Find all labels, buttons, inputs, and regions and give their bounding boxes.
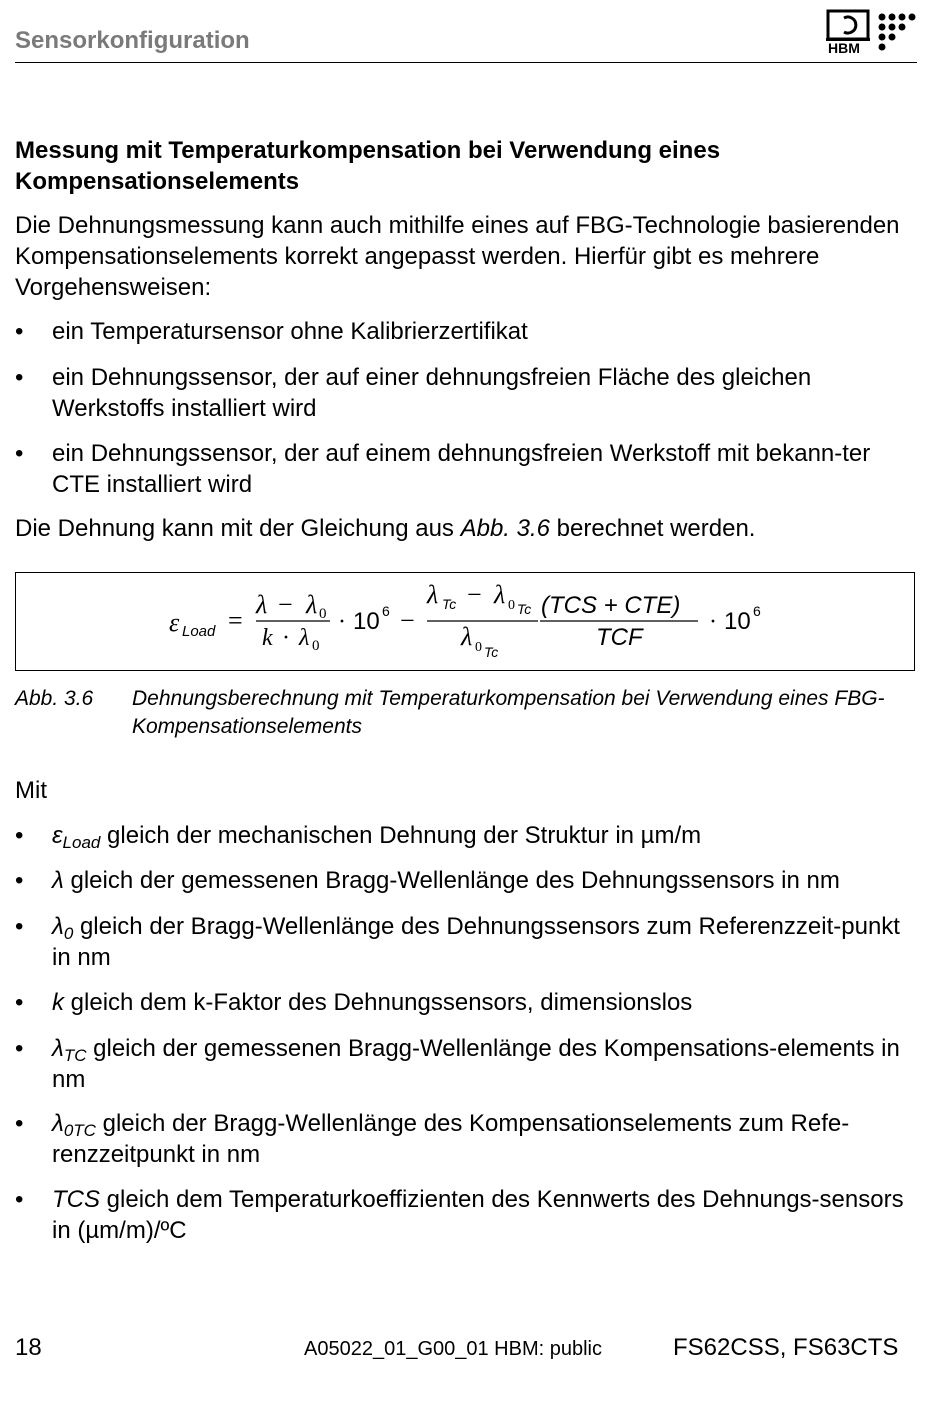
- figure-caption-text: Dehnungsberechnung mit Temperaturkompensation bei Verwendung eines FBG-Kompensationselements: [132, 687, 885, 738]
- formula-ten: 10: [353, 608, 380, 635]
- formula-dot: ·: [282, 625, 290, 651]
- formula-lambda: λ: [299, 625, 310, 651]
- variable-symbol: ε: [52, 822, 63, 849]
- equation-reference: [15, 513, 915, 544]
- formula-minus: −: [278, 590, 293, 619]
- formula-zero-sub: 0: [475, 640, 482, 655]
- variable-symbol: λ: [52, 1035, 64, 1062]
- formula-tcf: TCF: [596, 624, 643, 651]
- formula-dot: ·: [709, 609, 717, 635]
- bullet-icon: •: [15, 440, 24, 467]
- formula-lambda: λ: [461, 622, 473, 651]
- bullet-icon: •: [15, 822, 24, 849]
- variable-symbol: k: [52, 989, 64, 1016]
- variables-intro: Mit: [15, 777, 47, 804]
- bullet-icon: •: [15, 318, 24, 345]
- variable-symbol: TCS: [52, 1186, 100, 1213]
- bullet-icon: •: [15, 1035, 24, 1062]
- variable-description: gleich dem Temperaturkoeffizienten des Kennwerts des Dehnungs-sensors in (µm/m)/ºC: [52, 1186, 904, 1244]
- formula-epsilon: ε: [169, 608, 180, 637]
- product-name: FS62CSS, FS63CTS: [673, 1334, 899, 1361]
- variable-subscript: 0: [63, 924, 74, 943]
- method-text: ein Dehnungssensor, der auf einem dehnungsfreien Werkstoff mit bekann-ter CTE installiert wird: [52, 440, 871, 498]
- bullet-icon: •: [15, 364, 24, 391]
- formula-zero-sub: 0: [312, 638, 320, 654]
- variable-symbol: λ: [52, 867, 64, 894]
- bullet-icon: •: [15, 989, 24, 1016]
- formula-equals: =: [228, 606, 243, 635]
- variable-description: gleich der Bragg-Wellenlänge des Dehnungssensors zum Referenzzeit-punkt in nm: [52, 913, 900, 971]
- formula-dot: ·: [338, 609, 346, 635]
- figure-reference-link[interactable]: Abb. 3.6: [460, 515, 550, 542]
- formula-tc-sub: Tc: [442, 596, 457, 612]
- header-divider: [15, 62, 917, 63]
- bullet-icon: •: [15, 913, 24, 940]
- hbm-logo: [826, 8, 922, 54]
- variable-subscript: 0TC: [63, 1121, 96, 1140]
- formula-ten: 10: [724, 608, 751, 635]
- formula-lambda: λ: [494, 580, 506, 609]
- formula-exp-six: 6: [382, 603, 390, 619]
- strain-formula: [16, 573, 916, 672]
- formula-zero-sub: 0: [508, 598, 515, 613]
- formula-lambda: λ: [306, 590, 318, 619]
- formula-box: [15, 572, 915, 671]
- formula-tc-sub: Tc: [517, 601, 532, 617]
- intro-paragraph: Die Dehnungsmessung kann auch mithilfe eines auf FBG-Technologie basierenden Kompensationselements korrekt angepasst werden. Hierfür gibt es mehrere Vorgehensweisen:: [15, 212, 900, 301]
- variable-description: gleich der mechanischen Dehnung der Struktur in µm/m: [100, 822, 702, 849]
- variable-symbol: λ: [52, 913, 64, 940]
- equation-ref-text-end: berechnet werden.: [550, 515, 756, 542]
- formula-k: k: [262, 625, 273, 651]
- formula-tc-sub: Tc: [484, 644, 499, 660]
- figure-label: Abb. 3.6: [15, 687, 94, 710]
- equation-ref-text: Die Dehnung kann mit der Gleichung aus: [15, 515, 461, 542]
- logo-text: HBM: [828, 40, 860, 54]
- variable-description: gleich der Bragg-Wellenlänge des Kompensationselements zum Refe-renzzeitpunkt in nm: [52, 1110, 850, 1168]
- formula-minus: −: [467, 580, 482, 609]
- bullet-icon: •: [15, 1186, 24, 1213]
- bullet-icon: •: [15, 1110, 24, 1137]
- method-text: ein Temperatursensor ohne Kalibrierzertifikat: [52, 318, 528, 345]
- document-id: A05022_01_G00_01 HBM: public: [304, 1338, 602, 1360]
- formula-lambda: λ: [427, 580, 439, 609]
- formula-lambda: λ: [256, 590, 268, 619]
- page-header-title: Sensorkonfiguration: [15, 27, 250, 54]
- formula-minus: −: [400, 606, 415, 635]
- variable-description: gleich der gemessenen Bragg-Wellenlänge des Dehnungssensors in nm: [63, 867, 840, 894]
- formula-zero-sub: 0: [319, 606, 327, 622]
- formula-exp-six: 6: [753, 603, 761, 619]
- method-text: ein Dehnungssensor, der auf einer dehnungsfreien Fläche des gleichen Werkstoffs installiert wird: [52, 364, 812, 422]
- variable-symbol: λ: [52, 1110, 64, 1137]
- formula-load-sub: Load: [182, 623, 216, 640]
- variable-subscript: TC: [63, 1046, 87, 1065]
- formula-tcs-cte: (TCS + CTE): [541, 592, 681, 619]
- variable-description: gleich der gemessenen Bragg-Wellenlänge des Kompensations-elements in nm: [52, 1035, 900, 1093]
- variable-subscript: Load: [62, 833, 101, 852]
- page-number: 18: [15, 1334, 42, 1361]
- bullet-icon: •: [15, 867, 24, 894]
- variable-description: gleich dem k-Faktor des Dehnungssensors, dimensionslos: [64, 989, 693, 1016]
- section-heading: Messung mit Temperaturkompensation bei Verwendung eines Kompensationselements: [15, 137, 721, 195]
